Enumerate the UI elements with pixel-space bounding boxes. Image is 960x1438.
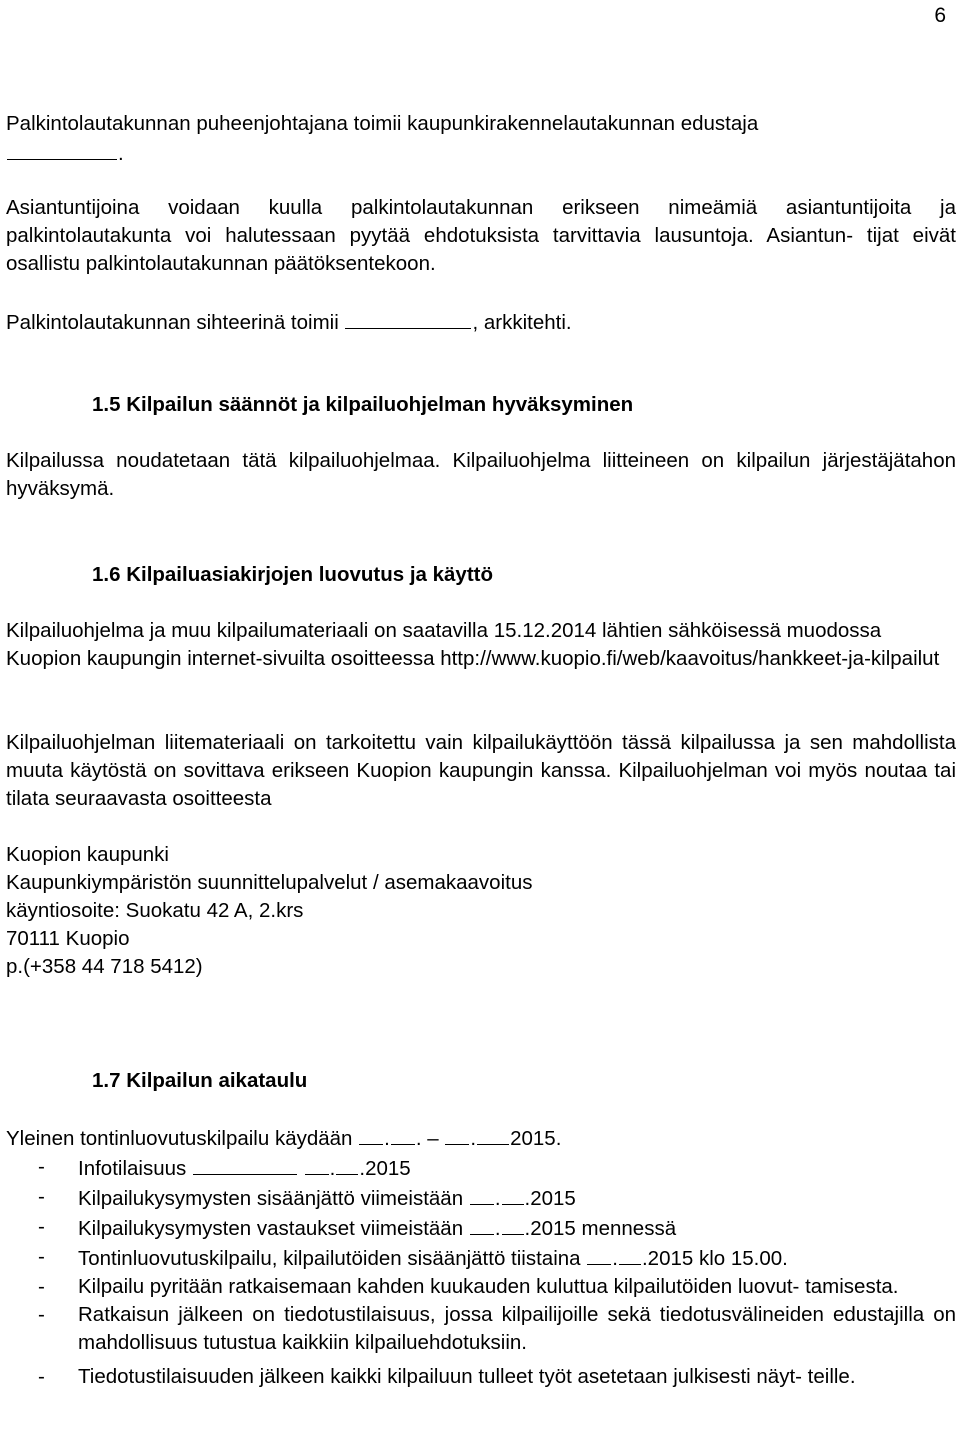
day-blank: [470, 1213, 494, 1235]
schedule: [6, 1123, 956, 1391]
day-blank: [470, 1183, 494, 1205]
chair-text: Palkintolautakunnan puheenjohtajana toimii kaupunkirakennelautakunnan edustaja: [6, 112, 759, 135]
section-1-6-heading: 1.6 Kilpailuasiakirjojen luovutus ja käyttö: [92, 563, 494, 586]
month-blank: [502, 1213, 524, 1235]
list-item: - Kilpailukysymysten sisäänjättö viimeistään . .2015: [38, 1185, 576, 1210]
schedule-list: [6, 1153, 956, 1391]
day-blank: [305, 1153, 329, 1175]
list-item: - Tiedotustilaisuuden jälkeen kaikki kilpailuun tulleet työt asetetaan julkisesti näyt- teille.: [38, 1365, 856, 1388]
availability-paragraph: Kilpailuohjelma ja muu kilpailumateriaali on saatavilla 15.12.2014 lähtien sähköisessä muodossa Kuopion kaupungin internet-sivuilta osoitteessa http://www.kuopio.fi/web/kaavoitus/hankkeet-ja-kilpailut: [6, 619, 940, 670]
list-item: - Tontinluovutuskilpailu, kilpailutöiden sisäänjättö tiistaina . .2015 klo 15.00.: [38, 1245, 788, 1270]
chair-suffix: .: [118, 142, 124, 165]
secretary-text: Palkintolautakunnan sihteerinä toimii: [6, 311, 339, 334]
month-blank: [619, 1243, 641, 1265]
list-item: - Ratkaisun jälkeen on tiedotustilaisuus, jossa kilpailijoille sekä tiedotusvälineiden edustajilla on mahdollisuus tutustua kaikkiin kilpailuehdotuksiin.: [38, 1303, 956, 1354]
month-blank: [391, 1123, 415, 1145]
list-item: - Kilpailu pyritään ratkaisemaan kahden kuukauden kuluttua kilpailutöiden luovut- tamisesta.: [38, 1275, 899, 1298]
info-place-blank: [193, 1153, 297, 1175]
list-item: - Infotilaisuus . .2015: [38, 1155, 411, 1180]
address-line: käyntiosoite: Suokatu 42 A, 2.krs: [6, 899, 304, 922]
experts-paragraph: Asiantuntijoina voidaan kuulla palkintolautakunnan erikseen nimeämiä asiantuntijoita ja palkintolautakunta voi halutessaan pyytää ehdotuksista tarvittavia lausuntoja. Asiantun- tijat eivät osallistu palkintolautakunnan päätöksentekoon.: [6, 196, 956, 275]
secretary-suffix: , arkkitehti.: [472, 311, 572, 334]
list-item: - Kilpailukysymysten vastaukset viimeistään . .2015 mennessä: [38, 1215, 677, 1240]
day-blank: [359, 1123, 383, 1145]
day-blank: [445, 1123, 469, 1145]
usage-paragraph: Kilpailuohjelman liitemateriaali on tarkoitettu vain kilpailukäyttöön tässä kilpailussa ja sen mahdollista muuta käytöstä on sovittava erikseen Kuopion kaupungin kanssa. Kilpailuohjelman voi myös noutaa tai tilata seuraavasta osoitteesta: [6, 731, 956, 810]
address-line: Kaupunkiympäristön suunnittelupalvelut / asemakaavoitus: [6, 871, 533, 894]
section-1-7-heading: 1.7 Kilpailun aikataulu: [92, 1069, 308, 1092]
address-line: Kuopion kaupunki: [6, 843, 169, 866]
day-blank: [587, 1243, 611, 1265]
month-blank: [336, 1153, 358, 1175]
address-line: p.(+358 44 718 5412): [6, 955, 203, 978]
section-1-5-text: Kilpailussa noudatetaan tätä kilpailuohjelmaa. Kilpailuohjelma liitteineen on kilpailun järjestäjätahon hyväksymä.: [6, 449, 956, 500]
address-line: 70111 Kuopio: [6, 927, 130, 950]
secretary-name-blank: [345, 307, 471, 329]
month-blank: [502, 1183, 524, 1205]
secretary-paragraph: [6, 307, 956, 337]
contact-address: [6, 841, 956, 981]
chair-name-blank: [7, 138, 117, 160]
month-blank: [477, 1123, 509, 1145]
chair-paragraph: [6, 110, 956, 168]
page-number: 6: [934, 4, 946, 27]
schedule-intro: Yleinen tontinluovutuskilpailu käydään . . – . 2015.: [6, 1123, 956, 1153]
section-1-5-heading: 1.5 Kilpailun säännöt ja kilpailuohjelman hyväksyminen: [92, 393, 634, 416]
